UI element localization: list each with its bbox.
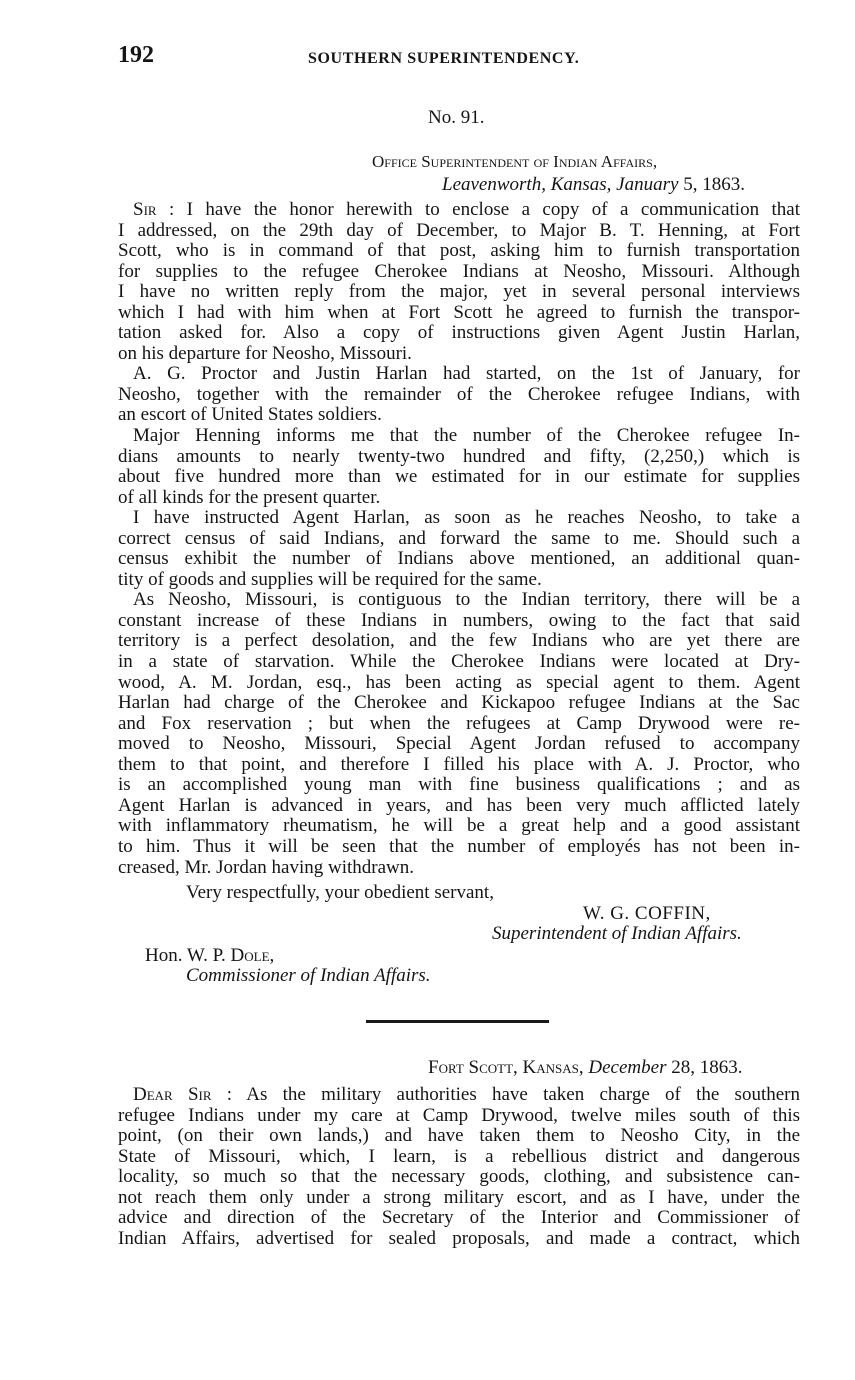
body-line: Neosho, together with the remainder of the Cherokee refugee Indians, with [118, 383, 800, 405]
body-line: Scott, who is in command of that post, asking him to furnish transportation [118, 240, 800, 262]
body-line: is an accomplished young man with fine business qualifications ; and as [118, 774, 800, 796]
body-line: on his departure for Neosho, Missouri. [118, 342, 412, 364]
salutation-2: Dear Sir : [133, 1084, 233, 1105]
body-line: census exhibit the number of Indians above mentioned, an additional quan- [118, 548, 800, 570]
letter-heading-date [442, 174, 745, 196]
body-line: about five hundred more than we estimated for in our estimate for supplies [118, 466, 800, 488]
running-title: SOUTHERN SUPERINTENDENCY. [308, 50, 580, 67]
body-line: wood, A. M. Jordan, esq., has been acting as special agent to them. Agent [118, 671, 800, 693]
letter-2-dateline [428, 1057, 742, 1079]
body-line: not reach them only under a strong military escort, and as I have, under the [118, 1186, 800, 1208]
letter-2-place: Fort Scott, Kansas, [428, 1057, 584, 1078]
body-line: Harlan had charge of the Cherokee and Kickapoo refugee Indians at the Sac [118, 692, 800, 714]
body-line: locality, so much so that the necessary goods, clothing, and subsistence can- [118, 1166, 800, 1188]
body-line: I have instructed Agent Harlan, as soon as he reaches Neosho, to take a [133, 507, 800, 529]
body-line: State of Missouri, which, I learn, is a rebellious district and dangerous [118, 1145, 800, 1167]
body-line: them to that point, and therefore I filled his place with A. J. Proctor, who [118, 753, 800, 775]
body-line: for supplies to the refugee Cherokee Indians at Neosho, Missouri. Although [118, 260, 800, 282]
body-line: Major Henning informs me that the number of the Cherokee refugee In- [133, 425, 800, 447]
body-line: I have no written reply from the major, yet in several personal interviews [118, 281, 800, 303]
addressee [145, 945, 274, 967]
body-line: advice and direction of the Secretary of the Interior and Commissioner of [118, 1207, 800, 1229]
body-line: of all kinds for the present quarter. [118, 486, 381, 508]
document-number: No. 91. [428, 107, 485, 128]
place-date: Leavenworth, Kansas, January [442, 174, 679, 195]
body-line: tity of goods and supplies will be required for the same. [118, 568, 542, 590]
body-line: with inflammatory rheumatism, he will be a great help and a good assistant [118, 815, 800, 837]
body-line: I addressed, on the 29th day of December, to Major B. T. Henning, at Fort [118, 219, 800, 241]
addressee-prefix: Hon. [145, 945, 183, 966]
body-line: A. G. Proctor and Justin Harlan had started, on the 1st of January, for [133, 363, 800, 385]
body-line: which I had with him when at Fort Scott he agreed to furnish the transpor- [118, 301, 800, 323]
body-line: an escort of United States soldiers. [118, 404, 382, 426]
body-line: dians amounts to nearly twenty-two hundred and fifty, (2,250,) which is [118, 445, 800, 467]
addressee-name: W. P. Dole, [182, 945, 275, 966]
body-line: Dear Sir : As the military authorities have taken charge of the southern [133, 1084, 800, 1105]
body-line: Sir : I have the honor herewith to enclose a copy of a communication that [133, 199, 800, 220]
salutation: Sir : [133, 199, 175, 220]
body-line: constant increase of these Indians in numbers, owing to the fact that said [118, 609, 800, 631]
addressee-title: Commissioner of Indian Affairs. [186, 965, 431, 986]
signature-title: Superintendent of Indian Affairs. [492, 923, 742, 944]
body-line: moved to Neosho, Missouri, Special Agent Jordan refused to accompany [118, 733, 800, 755]
office-name: Office Superintendent of Indian Affairs, [372, 152, 658, 171]
body-line: Agent Harlan is advanced in years, and has been very much afflicted lately [118, 794, 800, 816]
body-line: and Fox reservation ; but when the refugees at Camp Drywood were re- [118, 712, 800, 734]
date-tail: 5, 1863. [678, 174, 745, 195]
page-number: 192 [118, 42, 154, 68]
signature: W. G. COFFIN, [583, 903, 711, 924]
letter-2-date-tail: 28, 1863. [666, 1057, 743, 1078]
body-line: creased, Mr. Jordan having withdrawn. [118, 856, 415, 878]
letter-body-2 [118, 1085, 800, 1249]
letter-2-month: December [588, 1057, 667, 1078]
body-line: to him. Thus it will be seen that the number of employés has not been in- [118, 835, 800, 857]
body-line: Indian Affairs, advertised for sealed proposals, and made a contract, which [118, 1227, 800, 1249]
body-line: tation asked for. Also a copy of instructions given Agent Justin Harlan, [118, 322, 800, 344]
letter-heading-office [372, 152, 657, 172]
body-line: point, (on their own lands,) and have taken them to Neosho City, in the [118, 1125, 800, 1147]
body-line: refugee Indians under my care at Camp Drywood, twelve miles south of this [118, 1104, 800, 1126]
body-line: in a state of starvation. While the Cherokee Indians were located at Dry- [118, 651, 800, 673]
body-line: territory is a perfect desolation, and the few Indians who are yet there are [118, 630, 800, 652]
letter-body-1 [118, 200, 800, 878]
section-divider [366, 1020, 549, 1023]
body-line: correct census of said Indians, and forward the same to me. Should such a [118, 527, 800, 549]
body-line: As Neosho, Missouri, is contiguous to the Indian territory, there will be a [133, 589, 800, 611]
closing: Very respectfully, your obedient servant, [186, 882, 494, 903]
